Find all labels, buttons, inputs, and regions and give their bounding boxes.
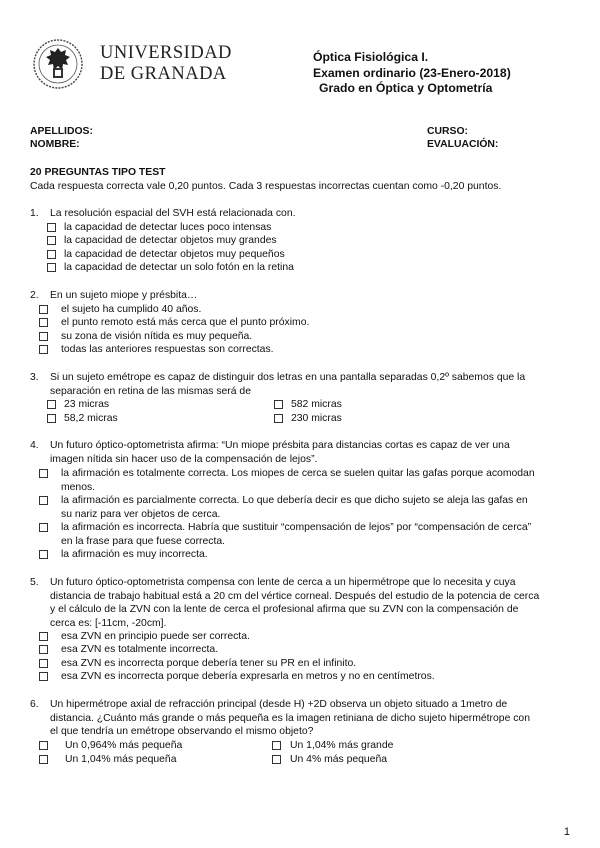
checkbox[interactable] bbox=[274, 414, 283, 423]
question-number: 2. bbox=[30, 290, 39, 301]
option-text: 230 micras bbox=[291, 413, 342, 424]
option-text-line: la afirmación es totalmente correcta. Los miopes de cerca se suelen quitar las gafas porque acomodan bbox=[61, 468, 535, 479]
option-text-line: su nariz para ver objetos de cerca. bbox=[61, 508, 221, 520]
question-text-line: distancia de trabajo habitual está a 20 cm del vértice corneal. Después del estudio de la potencia de cerca bbox=[50, 590, 540, 602]
option-text: esa ZVN es incorrecta porque debería expresarla en metros y no en centímetros. bbox=[61, 671, 435, 682]
checkbox[interactable] bbox=[39, 672, 48, 681]
option-text: Un 0,964% más pequeña bbox=[65, 740, 183, 751]
page-number: 1 bbox=[563, 826, 570, 838]
instructions-title: 20 PREGUNTAS TIPO TEST bbox=[30, 167, 166, 178]
checkbox[interactable] bbox=[39, 523, 48, 532]
question-text-line: separación en retina de las mismas será de bbox=[50, 385, 251, 397]
option-text-line: la afirmación es muy incorrecta. bbox=[61, 549, 208, 560]
option-text: la capacidad de detectar objetos muy pequeños bbox=[64, 249, 285, 260]
question-text-line: cerca es: [-11cm, -20cm]. bbox=[50, 617, 167, 629]
option-text: 58,2 micras bbox=[64, 413, 118, 424]
checkbox[interactable] bbox=[274, 400, 283, 409]
evaluacion-label: EVALUACIÓN: bbox=[427, 139, 499, 150]
option-text: Un 1,04% más grande bbox=[290, 740, 394, 751]
option-text bbox=[61, 521, 566, 548]
checkbox[interactable] bbox=[39, 659, 48, 668]
checkbox[interactable] bbox=[47, 414, 56, 423]
question-text-line: Si un sujeto emétrope es capaz de distinguir dos letras en una pantalla separadas 0,2º sabemos que la bbox=[50, 372, 526, 383]
checkbox[interactable] bbox=[47, 223, 56, 232]
checkbox[interactable] bbox=[39, 550, 48, 559]
checkbox[interactable] bbox=[39, 741, 48, 750]
option-text: la capacidad de detectar un solo fotón en la retina bbox=[64, 262, 294, 273]
nombre-label: NOMBRE: bbox=[30, 139, 80, 150]
option-text bbox=[61, 548, 566, 562]
university-name bbox=[100, 43, 232, 85]
question-text-line: el que tendría un emétrope observando el mismo objeto? bbox=[50, 726, 314, 738]
option-text-line: en la frase para que fuese correcta. bbox=[61, 535, 226, 547]
option-text: 582 micras bbox=[291, 399, 342, 410]
checkbox[interactable] bbox=[272, 741, 281, 750]
question-number: 5. bbox=[30, 577, 39, 588]
question-number: 1. bbox=[30, 208, 39, 219]
instructions-text: Cada respuesta correcta vale 0,20 puntos. Cada 3 respuestas incorrectas cuentan como -0,20 puntos. bbox=[30, 181, 502, 192]
checkbox[interactable] bbox=[39, 496, 48, 505]
option-text: Un 1,04% más pequeña bbox=[65, 754, 177, 765]
checkbox[interactable] bbox=[39, 632, 48, 641]
course-title: Óptica Fisiológica I. bbox=[313, 50, 429, 64]
option-text-line: la afirmación es incorrecta. Habría que sustituir “compensación de lejos” por “compensación de cerca” bbox=[61, 522, 532, 533]
apellidos-label: APELLIDOS: bbox=[30, 126, 93, 137]
checkbox[interactable] bbox=[39, 645, 48, 654]
checkbox[interactable] bbox=[272, 755, 281, 764]
question-text-line: Un futuro óptico-optometrista afirma: “Un miope présbita para distancias cortas es capaz de ver una bbox=[50, 440, 510, 451]
option-text-line: menos. bbox=[61, 481, 96, 493]
option-text: Un 4% más pequeña bbox=[290, 754, 388, 765]
checkbox[interactable] bbox=[39, 305, 48, 314]
question-text-line: y el cálculo de la ZVN con la lente de cerca el profesional afirma que su ZVN con la compensación de bbox=[50, 604, 519, 616]
checkbox[interactable] bbox=[39, 755, 48, 764]
option-text: el punto remoto está más cerca que el punto próximo. bbox=[61, 317, 310, 328]
question-text: La resolución espacial del SVH está relacionada con. bbox=[50, 208, 296, 219]
checkbox[interactable] bbox=[39, 332, 48, 341]
exam-name: Examen ordinario (23-Enero-2018) bbox=[313, 65, 511, 80]
option-text: esa ZVN es incorrecta porque debería tener su PR en el infinito. bbox=[61, 658, 357, 669]
question-number: 4. bbox=[30, 440, 39, 451]
checkbox[interactable] bbox=[47, 236, 56, 245]
option-text: su zona de visión nítida es muy pequeña. bbox=[61, 331, 253, 342]
option-text-line: la afirmación es parcialmente correcta. Lo que debería decir es que dicho sujeto se aleja las gafas en bbox=[61, 495, 528, 506]
question-text: En un sujeto miope y présbita… bbox=[50, 290, 198, 301]
option-text: todas las anteriores respuestas son correctas. bbox=[61, 344, 274, 355]
checkbox[interactable] bbox=[39, 318, 48, 327]
option-text: 23 micras bbox=[64, 399, 110, 410]
checkbox[interactable] bbox=[47, 400, 56, 409]
question-text-line: Un hipermétrope axial de refracción principal (desde H) +2D observa un objeto situado a 1metro de bbox=[50, 699, 508, 710]
university-crest-logo bbox=[32, 38, 84, 90]
option-text: el sujeto ha cumplido 40 años. bbox=[61, 304, 202, 315]
degree-name: Grado en Óptica y Optometría bbox=[319, 81, 493, 95]
question-text-line: Un futuro óptico-optometrista compensa con lente de cerca a un hipermétrope que lo necesita y cuya bbox=[50, 577, 516, 588]
question-number: 6. bbox=[30, 699, 39, 710]
exam-header bbox=[313, 50, 511, 97]
university-name-line2: DE GRANADA bbox=[100, 64, 227, 84]
option-text bbox=[61, 467, 566, 494]
checkbox[interactable] bbox=[39, 345, 48, 354]
checkbox[interactable] bbox=[47, 263, 56, 272]
question-text-line: imagen nítida sin hacer uso de la compensación de lejos”. bbox=[50, 453, 318, 465]
question-text-line: distancia. ¿Cuánto más grande o más pequeña es la imagen retiniana de dicho sujeto hipermétrope con bbox=[50, 712, 530, 724]
question-number: 3. bbox=[30, 372, 39, 383]
curso-label: CURSO: bbox=[427, 126, 468, 137]
option-text: la capacidad de detectar luces poco intensas bbox=[64, 222, 272, 233]
option-text: esa ZVN en principio puede ser correcta. bbox=[61, 631, 250, 642]
option-text: esa ZVN es totalmente incorrecta. bbox=[61, 644, 219, 655]
checkbox[interactable] bbox=[39, 469, 48, 478]
option-text: la capacidad de detectar objetos muy grandes bbox=[64, 235, 277, 246]
checkbox[interactable] bbox=[47, 250, 56, 259]
university-name-line1: UNIVERSIDAD bbox=[100, 43, 232, 63]
option-text bbox=[61, 494, 566, 521]
